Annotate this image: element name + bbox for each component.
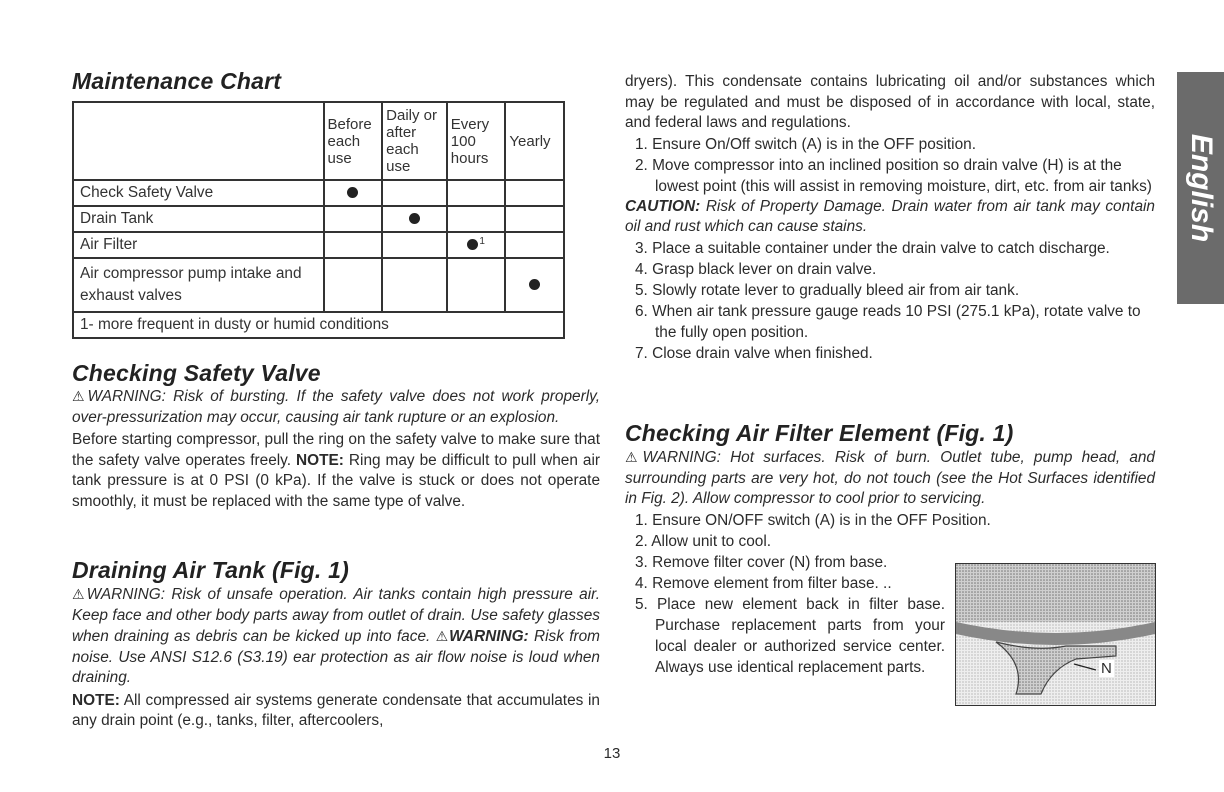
table-cell bbox=[505, 206, 564, 232]
warning-label: WARNING: bbox=[642, 449, 721, 466]
warning-text: Risk from noise. Use ANSI S12.6 (S3.19) ear protection as air flow noise is loud when draining. bbox=[72, 628, 601, 686]
table-row bbox=[73, 180, 564, 206]
table-row bbox=[73, 258, 564, 312]
bullet-dot-icon bbox=[529, 279, 540, 290]
maintenance-chart-heading: Maintenance Chart bbox=[72, 68, 282, 94]
drain-section bbox=[72, 584, 600, 732]
english-side-tab bbox=[1177, 72, 1224, 304]
caution-body: Risk of Property Damage. Drain water from air tank may contain oil and rust which can cause stains. bbox=[625, 197, 1155, 235]
warning-label: WARNING: bbox=[87, 388, 166, 405]
list-item: 1. Ensure ON/OFF switch (A) is in the OFF Position. bbox=[635, 511, 991, 529]
note-label: NOTE: bbox=[72, 691, 120, 709]
air-filter-illustration bbox=[956, 564, 1155, 705]
table-header-row bbox=[73, 102, 564, 180]
caution-label: CAUTION: bbox=[625, 197, 701, 215]
row-label: Drain Tank bbox=[73, 206, 324, 232]
list-item: 6. When air tank pressure gauge reads 10 PSI (275.1 kPa), rotate valve to the fully open position. bbox=[635, 302, 1141, 341]
list-item: 1. Ensure On/Off switch (A) is in the OFF position. bbox=[635, 135, 976, 153]
table-cell bbox=[447, 232, 506, 258]
list-item: 2. Move compressor into an inclined position so drain valve (H) is at the lowest point (this will assist in removing moisture, dirt, etc. from air tanks) bbox=[635, 156, 1152, 195]
row-label: Air Filter bbox=[73, 232, 324, 258]
table-cell bbox=[382, 232, 447, 258]
table-row bbox=[73, 232, 564, 258]
draining-air-tank-heading: Draining Air Tank (Fig. 1) bbox=[72, 557, 349, 583]
list-item: 5. Slowly rotate lever to gradually bleed air from air tank. bbox=[635, 281, 1020, 299]
list-item: 5. Place new element back in filter base. Purchase replacement parts from your local dealer or authorized service center. Always use identical replacement parts. bbox=[635, 595, 945, 676]
page-number: 13 bbox=[603, 745, 621, 762]
caution-text bbox=[625, 197, 1155, 238]
drain-continued bbox=[625, 72, 1155, 364]
table-row bbox=[73, 206, 564, 232]
table-cell bbox=[505, 180, 564, 206]
table-cell bbox=[447, 206, 506, 232]
warning-triangle-icon: ⚠ bbox=[72, 586, 87, 602]
table-cell bbox=[505, 232, 564, 258]
figure-label-n: N bbox=[1101, 660, 1112, 677]
safety-section bbox=[72, 386, 600, 512]
checking-safety-valve-heading: Checking Safety Valve bbox=[72, 360, 321, 386]
list-item: 2. Allow unit to cool. bbox=[635, 532, 772, 550]
header-yearly: Yearly bbox=[505, 102, 564, 180]
table-header-blank bbox=[73, 102, 324, 180]
drain-note bbox=[72, 691, 600, 732]
list-item: 3. Place a suitable container under the drain valve to catch discharge. bbox=[635, 239, 1110, 257]
table-cell bbox=[505, 258, 564, 312]
footnote-mark: 1 bbox=[479, 236, 485, 247]
list-item: 7. Close drain valve when finished. bbox=[635, 344, 873, 362]
list-item: 3. Remove filter cover (N) from base. bbox=[635, 553, 888, 571]
drain-steps-list-a bbox=[625, 134, 1155, 197]
checking-air-filter-heading: Checking Air Filter Element (Fig. 1) bbox=[625, 420, 1014, 446]
side-tab-label: English bbox=[1184, 133, 1218, 243]
filter-steps-list bbox=[625, 510, 991, 678]
warning-text: Hot surfaces. Risk of burn. Outlet tube, pump head, and surrounding parts are very hot, do not touch (see the Hot Surfaces identified in Fig. 2). Allow compressor to cool prior to servicing. bbox=[625, 449, 1155, 507]
warning-triangle-icon: ⚠ bbox=[435, 628, 450, 644]
safety-body-text-2: Ring may be difficult to pull when air tank pressure is at 0 PSI (0 kPa). If the valve is stuck or does not operate smoothly, it must be replaced with the same type of valve. bbox=[72, 451, 601, 510]
warning-triangle-icon: ⚠ bbox=[625, 449, 643, 465]
table-cell bbox=[447, 258, 506, 312]
warning-text: Risk of bursting. If the safety valve does not work properly, over-pressurization may occur, causing air tank rupture or an explosion. bbox=[72, 388, 600, 426]
note-label: NOTE: bbox=[296, 451, 344, 469]
warning-text: Risk of unsafe operation. Air tanks contain high pressure air. Keep face and other body parts away from outlet of drain. Use safety glasses when draining as debris can be kicked up into face. bbox=[72, 586, 600, 645]
note-text: All compressed air systems generate condensate that accumulates in any drain point (e.g., tanks, filter, aftercoolers, bbox=[72, 691, 600, 729]
row-label: Check Safety Valve bbox=[73, 180, 324, 206]
bullet-dot-icon bbox=[347, 187, 358, 198]
maintenance-table bbox=[72, 101, 565, 339]
safety-body bbox=[72, 430, 600, 512]
table-cell bbox=[382, 258, 447, 312]
row-label: Air compressor pump intake and exhaust valves bbox=[73, 258, 324, 312]
header-every-100-hours: Every 100 hours bbox=[447, 102, 506, 180]
warning-label: WARNING: bbox=[86, 586, 165, 603]
warning-triangle-icon: ⚠ bbox=[72, 388, 88, 404]
drain-steps-list-b bbox=[625, 238, 1155, 364]
air-filter-figure bbox=[955, 563, 1156, 706]
table-cell bbox=[382, 180, 447, 206]
drain-warning bbox=[72, 584, 600, 689]
warning-label: WARNING: bbox=[449, 628, 529, 645]
list-item: 4. Grasp black lever on drain valve. bbox=[635, 260, 877, 278]
safety-body-text: Before starting compressor, pull the ring on the safety valve to make sure that the safety valve operates freely. bbox=[72, 431, 600, 469]
table-footnote-row bbox=[73, 312, 564, 338]
table-cell bbox=[324, 180, 383, 206]
header-daily: Daily or after each use bbox=[382, 102, 447, 180]
table-footnote: 1- more frequent in dusty or humid conditions bbox=[73, 312, 564, 338]
filter-warning bbox=[625, 447, 1155, 510]
list-item: 4. Remove element from filter base. .. bbox=[635, 574, 892, 592]
table-cell bbox=[382, 206, 447, 232]
table-cell bbox=[324, 258, 383, 312]
bullet-dot-icon bbox=[467, 239, 478, 250]
table-cell bbox=[447, 180, 506, 206]
safety-warning bbox=[72, 386, 600, 428]
header-before-each-use: Before each use bbox=[324, 102, 383, 180]
table-cell bbox=[324, 206, 383, 232]
bullet-dot-icon bbox=[409, 213, 420, 224]
table-cell bbox=[324, 232, 383, 258]
condensate-text: dryers). This condensate contains lubricating oil and/or substances which may be regulated and must be disposed of in accordance with local, state, and federal laws and regulations. bbox=[625, 73, 1155, 131]
